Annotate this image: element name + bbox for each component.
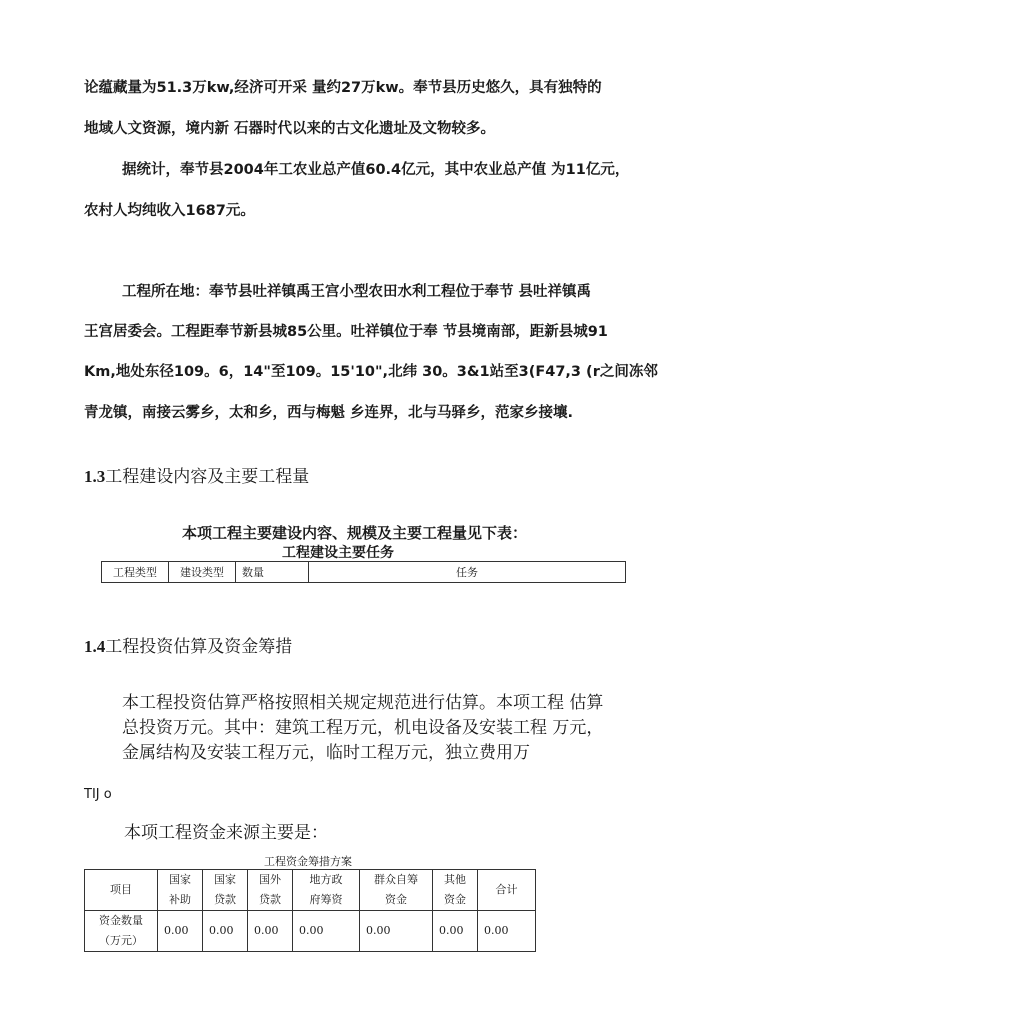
- table-header-cell: 建设类型: [169, 562, 236, 583]
- funding-header-cell: [433, 870, 478, 911]
- table-header-cell: 任务: [309, 562, 626, 583]
- construction-task-table: [101, 561, 626, 583]
- funding-value-cell: 0.00: [203, 911, 248, 952]
- section-heading-1-3: [84, 462, 309, 487]
- investment-line: 金属结构及安装工程万元，临时工程万元，独立费用万: [122, 743, 530, 763]
- header-text: 贷款: [259, 893, 281, 906]
- header-text: 府筹资: [309, 893, 343, 906]
- header-text: 资金: [444, 893, 466, 906]
- table-caption: 工程建设主要任务: [282, 545, 394, 561]
- table-header-row: [102, 562, 626, 583]
- funding-header-cell: [293, 870, 360, 911]
- funding-value-cell: 0.00: [293, 911, 360, 952]
- funding-value-cell: 0.00: [158, 911, 203, 952]
- funding-value-cell: 0.00: [248, 911, 293, 952]
- row-label-text: （万元）: [99, 934, 143, 947]
- header-text: 项目: [110, 883, 132, 896]
- paragraph-line: 地域人文资源，境内新 石器时代以来的古文化遗址及文物较多。: [84, 121, 496, 137]
- funding-intro: 本项工程资金来源主要是：: [124, 823, 328, 843]
- funding-header-row: [85, 870, 536, 911]
- table-header-cell: 数量: [236, 562, 309, 583]
- funding-header-cell: [478, 870, 536, 911]
- paragraph-line: 王宫居委会。工程距奉节新县城85公里。吐祥镇位于奉 节县境南部，距新县城91: [84, 324, 608, 340]
- paragraph-line: Km,地处东径109。6，14"至109。15'10",北纬 30。3&1站至3(F47,3 (r之间冻邻: [84, 364, 658, 380]
- paragraph-line: 据统计，奉节县2004年工农业总产值60.4亿元，其中农业总产值 为11亿元，: [122, 162, 630, 178]
- funding-value-cell: 0.00: [360, 911, 433, 952]
- table-header-cell: 工程类型: [102, 562, 169, 583]
- investment-line: 总投资万元。其中：建筑工程万元，机电设备及安装工程 万元，: [122, 718, 604, 738]
- table-intro: 本项工程主要建设内容、规模及主要工程量见下表：: [182, 524, 528, 542]
- paragraph-line: 工程所在地：奉节县吐祥镇禹王宫小型农田水利工程位于奉节 县吐祥镇禹: [122, 284, 592, 300]
- funding-header-cell: [360, 870, 433, 911]
- section-number: 1.3: [84, 467, 106, 486]
- section-heading-1-4: [84, 632, 292, 657]
- funding-value-row: [85, 911, 536, 952]
- funding-row-label: [85, 911, 158, 952]
- funding-header-cell: [248, 870, 293, 911]
- funding-header-cell: [85, 870, 158, 911]
- header-text: 合计: [495, 883, 518, 896]
- header-text: 资金: [385, 893, 407, 906]
- section-title: 工程投资估算及资金筹措: [105, 637, 293, 657]
- row-label-text: 资金数量: [99, 914, 143, 927]
- header-text: 国家: [214, 873, 236, 886]
- funding-value-cell: 0.00: [433, 911, 478, 952]
- funding-value-cell: 0.00: [478, 911, 536, 952]
- funding-table: [84, 869, 536, 952]
- funding-header-cell: [203, 870, 248, 911]
- section-title: 工程建设内容及主要工程量: [105, 467, 310, 487]
- header-text: 地方政: [309, 873, 343, 886]
- funding-table-caption: 工程资金筹措方案: [264, 855, 352, 868]
- paragraph-line: 青龙镇，南接云雾乡，太和乡，西与梅魁 乡连界，北与马驿乡，范家乡接壤.: [84, 405, 574, 421]
- header-text: 其他: [444, 873, 466, 886]
- investment-line: 本工程投资估算严格按照相关规定规范进行估算。本项工程 估算: [122, 693, 604, 713]
- trailing-text: TIJ o: [84, 787, 112, 802]
- paragraph-line: 论蕴藏量为51.3万kw,经济可开采 量约27万kw。奉节县历史悠久，具有独特的: [84, 80, 602, 96]
- header-text: 国外: [259, 873, 281, 886]
- header-text: 补助: [169, 893, 191, 906]
- header-text: 贷款: [214, 893, 236, 906]
- header-text: 国家: [169, 873, 191, 886]
- header-text: 群众自筹: [374, 873, 418, 886]
- section-number: 1.4: [84, 637, 106, 656]
- funding-header-cell: [158, 870, 203, 911]
- paragraph-line: 农村人均纯收入1687元。: [84, 203, 255, 219]
